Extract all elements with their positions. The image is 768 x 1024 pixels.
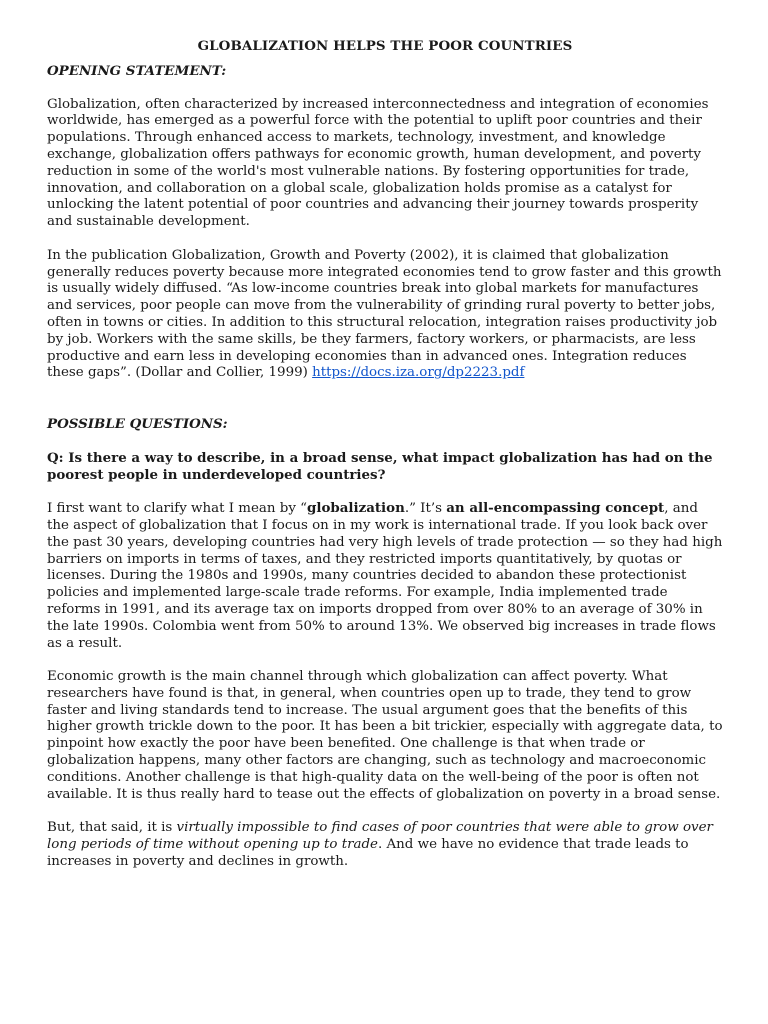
opening-statement-heading: OPENING STATEMENT: — [47, 62, 227, 79]
opening-paragraph: Globalization, often characterized by increased interconnectedness and integration of economies worldwide, has emerged as a powerful force with the potential to uplift poor countries and their populations. Through enhanced access to markets, technology, investment, and knowledge exchange, globalization offers pathways for economic growth, human development, and poverty reduction in some of the world's most vulnerable nations. By fostering opportunities for trade, innovation, and collaboration on a global scale, globalization holds promise as a catalyst for unlocking the latent potential of poor countries and advancing their journey towards prosperity and sustainable development. — [47, 96, 709, 230]
document-page — [47, 38, 723, 887]
answer-text: . And we have no evidence that trade leads to increases in poverty and declines in growth. — [47, 837, 689, 869]
answer-text: , and the aspect of globalization that I focus on in my work is international trade. If you look back over the past 30 years, developing countries had very high levels of trade protection — so they had high barriers on imports in terms of taxes, and they restricted imports quantitatively, by quotas or licenses. During the 1980s and 1990s, many countries decided to abandon these protectionist policies and implemented large-scale trade reforms. For example, India implemented trade reforms in 1991, and its average tax on imports dropped from over 80% to an average of 30% in the late 1990s. Colombia went from 50% to around 13%. We observed big increases in trade flows as a result. — [47, 501, 723, 651]
question-1: Q: Is there a way to describe, in a broad sense, what impact globalization has had on the poorest people in underdeveloped countries? — [47, 449, 713, 483]
answer-bold-term: globalization — [307, 500, 405, 517]
publication-paragraph — [47, 248, 723, 382]
publication-text: In the publication Globalization, Growth and Poverty (2002), it is claimed that globalization generally reduces poverty because more integrated economies tend to grow faster and this growth is usually widely diffused. “As low-income countries break into global markets for manufactures and services, poor people can move from the vulnerability of grinding rural poverty to better jobs, often in towns or cities. In addition to this structural relocation, integration raises productivity job by job. Workers with the same skills, be they farmers, factory workers, or pharmacists, are less productive and earn less in developing economies than in advanced ones. Integration reduces these gaps”. (Dollar and Collier, 1999) — [47, 247, 722, 381]
publication-link[interactable]: https://docs.iza.org/dp2223.pdf — [312, 365, 525, 381]
possible-questions-heading: POSSIBLE QUESTIONS: — [47, 415, 228, 432]
answer-paragraph-1 — [47, 500, 723, 652]
document-title: GLOBALIZATION HELPS THE POOR COUNTRIES — [197, 38, 573, 54]
section-spacer — [47, 399, 723, 416]
answer-text: But, that said, it is — [47, 820, 177, 836]
answer-italic-phrase: virtually impossible to find cases of poor countries that were able to grow over long periods of time without opening up to trade — [47, 820, 713, 853]
answer-paragraph-3 — [47, 820, 723, 870]
answer-text: I first want to clarify what I mean by “ — [47, 501, 307, 517]
answer-paragraph-2: Economic growth is the main channel through which globalization can affect poverty. What researchers have found is that, in general, when countries open up to trade, they tend to grow faster and living standards tend to increase. The usual argument goes that the benefits of this higher growth trickle down to the poor. It has been a bit trickier, especially with aggregate data, to pinpoint how exactly the poor have been benefited. One challenge is that when trade or globalization happens, many other factors are changing, such as technology and macroeconomic conditions. Another challenge is that high-quality data on the well-being of the poor is often not available. It is thus really hard to tease out the effects of globalization on poverty in a broad sense. — [47, 669, 723, 802]
answer-bold-phrase: an all-encompassing concept — [446, 500, 665, 517]
answer-text: .” It’s — [404, 501, 447, 517]
